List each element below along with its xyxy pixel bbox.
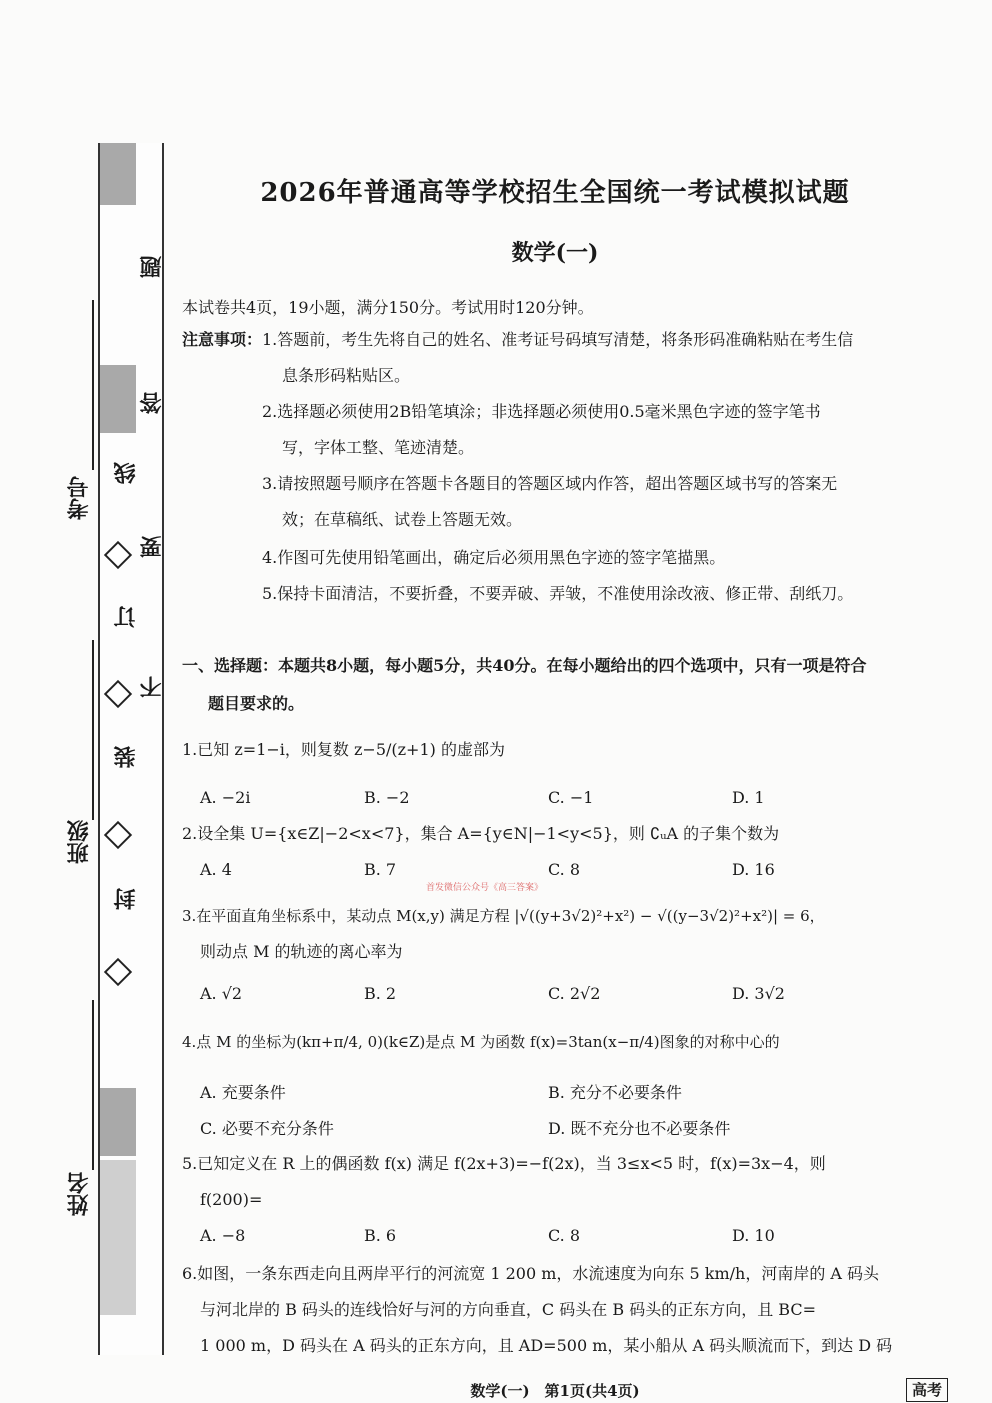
exam-no-label: 考号 [67, 476, 92, 520]
question-stem-cont: 则动点 M 的轨迹的离心率为 [200, 942, 403, 961]
corner-tag: 高考 [906, 1378, 948, 1402]
option: C. 8 [548, 860, 581, 879]
option: A. 充要条件 [200, 1083, 286, 1102]
question-stem-cont: f(200)= [200, 1190, 263, 1209]
option: B. 2 [364, 984, 397, 1003]
notice-item: 5.保持卡面清洁，不要折叠，不要弄破、弄皱，不准使用涂改液、修正带、刮纸刀。 [262, 584, 854, 603]
option: C. 必要不充分条件 [200, 1119, 334, 1138]
watermark: 首发微信公众号《高三答案》 [426, 883, 544, 893]
seal-char: 封 [113, 888, 139, 910]
option: B. 6 [364, 1226, 397, 1245]
notice-item: 4.作图可先使用铅笔画出，确定后必须用黑色字迹的签字笔描黑。 [262, 548, 726, 567]
option: C. −1 [548, 788, 594, 807]
question-stem: 1.已知 z=1−i，则复数 z−5/(z+1) 的虚部为 [182, 740, 505, 759]
option: D. 1 [732, 788, 765, 807]
class-label: 班级 [67, 820, 92, 864]
question-stem-cont: 与河北岸的 B 码头的连线恰好与河的方向垂直，C 码头在 B 码头的正东方向，且 BC= [200, 1300, 816, 1319]
notice-item: 3.请按照题号顺序在答题卡各题目的答题区域内作答，超出答题区域书写的答案无 [262, 474, 838, 493]
page-footer: 数学(一) 第1页(共4页) [470, 1382, 640, 1400]
question-stem: 3.在平面直角坐标系中，某动点 M(x,y) 满足方程 |√((y+3√2)²+x²) − √((y−3√2)²+x²)| = 6， [182, 907, 825, 925]
seal-char: 题 [139, 256, 165, 278]
option: B. 充分不必要条件 [548, 1083, 682, 1102]
name-underline [92, 1000, 94, 1170]
question-stem: 6.如图，一条东西走向且两岸平行的河流宽 1 200 m，水流速度为向东 5 km/h，河南岸的 A 码头 [182, 1264, 880, 1283]
page-title: 2026年普通高等学校招生全国统一考试模拟试题 [260, 178, 850, 208]
shade-block [100, 143, 136, 205]
shade-block [100, 1160, 136, 1315]
option: D. 既不充分也不必要条件 [548, 1119, 731, 1138]
option: A. −8 [200, 1226, 246, 1245]
seal-char: 不 [139, 676, 165, 698]
option: A. √2 [200, 984, 243, 1003]
question-stem: 4.点 M 的坐标为(kπ+π/4, 0)(k∈Z)是点 M 为函数 f(x)=3tan(x−π/4)图象的对称中心的 [182, 1033, 780, 1051]
option: D. 16 [732, 860, 775, 879]
question-stem: 2.设全集 U={x∈Z|−2<x<7}，集合 A={y∈N|−1<y<5}，则 ∁ᵤA 的子集个数为 [182, 824, 780, 843]
seal-char: 装 [113, 746, 139, 768]
notice-item: 效；在草稿纸、试卷上答题无效。 [282, 510, 523, 529]
shade-block [100, 365, 136, 433]
seal-char: 线 [113, 462, 139, 484]
seal-char: 答 [139, 392, 165, 414]
question-stem-cont: 1 000 m，D 码头在 A 码头的正东方向，且 AD=500 m，某小船从 A 码头顺流而下，到达 D 码 [200, 1336, 893, 1355]
section-heading-cont: 题目要求的。 [208, 694, 305, 713]
option: D. 10 [732, 1226, 775, 1245]
page-subtitle: 数学(一) [511, 240, 599, 266]
option: B. 7 [364, 860, 397, 879]
notice-item: 写，字体工整、笔迹清楚。 [282, 438, 475, 457]
notice-item: 息条形码粘贴区。 [282, 366, 411, 385]
intro-text: 本试卷共4页，19小题，满分150分。考试用时120分钟。 [182, 298, 594, 317]
notice-item: 2.选择题必须使用2B铅笔填涂；非选择题必须使用0.5毫米黑色字迹的签字笔书 [262, 402, 821, 421]
section-heading: 一、选择题：本题共8小题，每小题5分，共40分。在每小题给出的四个选项中，只有一项是符合 [182, 656, 867, 675]
exam-no-underline [92, 300, 94, 470]
option: B. −2 [364, 788, 410, 807]
shade-block [100, 1088, 136, 1156]
seal-char: 要 [139, 536, 165, 558]
option: C. 8 [548, 1226, 581, 1245]
option: A. −2i [200, 788, 251, 807]
class-underline [92, 640, 94, 820]
option: A. 4 [200, 860, 232, 879]
seal-char: 订 [113, 606, 139, 628]
option: C. 2√2 [548, 984, 601, 1003]
question-stem: 5.已知定义在 R 上的偶函数 f(x) 满足 f(2x+3)=−f(2x)，当 3≤x<5 时，f(x)=3x−4，则 [182, 1154, 826, 1173]
notice-item: 1.答题前，考生先将自己的姓名、准考证号码填写清楚，将条形码准确粘贴在考生信 [262, 330, 854, 349]
name-label: 姓名 [67, 1172, 92, 1216]
notice-label: 注意事项： [182, 330, 263, 349]
option: D. 3√2 [732, 984, 785, 1003]
